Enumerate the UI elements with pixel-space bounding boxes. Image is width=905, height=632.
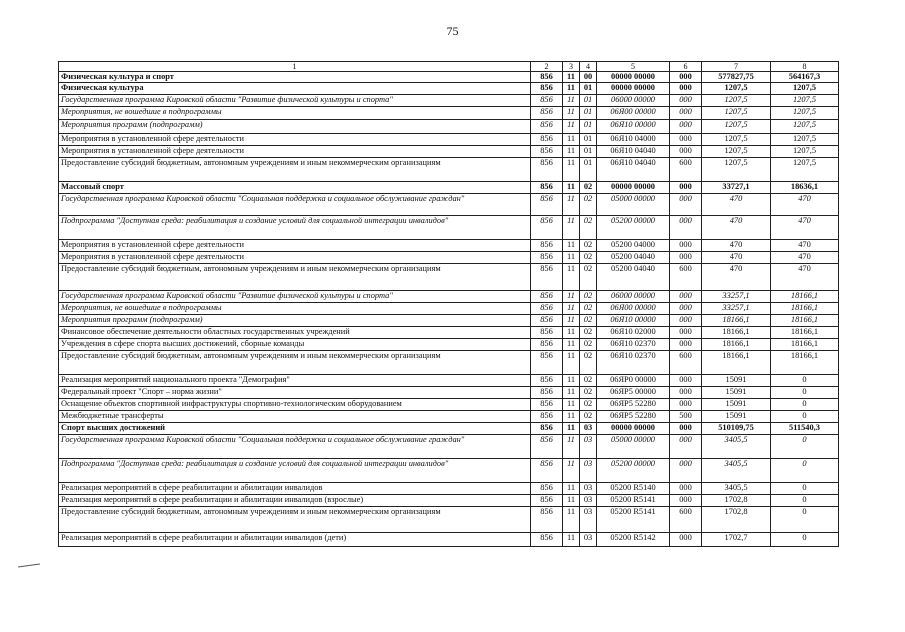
table-row xyxy=(59,157,839,181)
subsection-cell: 03 xyxy=(580,458,597,482)
amount-year1-cell: 3405,5 xyxy=(702,458,771,482)
target-article-cell: 00000 00000 xyxy=(597,422,670,434)
table-row xyxy=(59,434,839,458)
subsection-cell: 03 xyxy=(580,422,597,434)
amount-year2-cell: 0 xyxy=(771,482,839,494)
subsection-cell: 02 xyxy=(580,263,597,290)
table-row xyxy=(59,314,839,326)
grbs-cell: 856 xyxy=(531,532,563,546)
expense-type-cell: 000 xyxy=(670,326,702,338)
subsection-cell: 02 xyxy=(580,410,597,422)
table-row xyxy=(59,290,839,302)
amount-year1-cell: 18166,1 xyxy=(702,326,771,338)
table-row xyxy=(59,326,839,338)
grbs-cell: 856 xyxy=(531,181,563,193)
section-cell: 11 xyxy=(563,326,580,338)
row-name-cell: Оснащение объектов спортивной инфраструктуры спортивно-технологическим оборудованием xyxy=(59,398,531,410)
table-row xyxy=(59,145,839,157)
expense-type-cell: 000 xyxy=(670,374,702,386)
subsection-cell: 02 xyxy=(580,398,597,410)
header-cell: 8 xyxy=(771,62,839,72)
header-cell: 7 xyxy=(702,62,771,72)
amount-year2-cell: 1207,5 xyxy=(771,157,839,181)
amount-year1-cell: 33257,1 xyxy=(702,302,771,314)
section-cell: 11 xyxy=(563,374,580,386)
section-cell: 11 xyxy=(563,398,580,410)
target-article-cell: 06Я10 04040 xyxy=(597,157,670,181)
subsection-cell: 03 xyxy=(580,482,597,494)
row-name-cell: Мероприятия программ (подпрограмм) xyxy=(59,119,531,133)
grbs-cell: 856 xyxy=(531,506,563,532)
table-row xyxy=(59,94,839,106)
subsection-cell: 02 xyxy=(580,386,597,398)
stray-pen-mark xyxy=(18,563,40,567)
row-name-cell: Государственная программа Кировской области "Социальная поддержка и социальное обслуживание граждан" xyxy=(59,193,531,215)
target-article-cell: 05200 R5140 xyxy=(597,482,670,494)
amount-year2-cell: 18166,1 xyxy=(771,326,839,338)
grbs-cell: 856 xyxy=(531,350,563,374)
target-article-cell: 05000 00000 xyxy=(597,434,670,458)
section-cell: 11 xyxy=(563,290,580,302)
row-name-cell: Подпрограмма "Доступная среда: реабилитация и создание условий для социальной интеграции инвалидов" xyxy=(59,458,531,482)
amount-year1-cell: 470 xyxy=(702,215,771,239)
grbs-cell: 856 xyxy=(531,410,563,422)
amount-year1-cell: 1702,8 xyxy=(702,506,771,532)
row-name-cell: Реализация мероприятий в сфере реабилитации и абилитации инвалидов xyxy=(59,482,531,494)
amount-year2-cell: 1207,5 xyxy=(771,83,839,94)
table-row xyxy=(59,83,839,94)
row-name-cell: Мероприятия в установленной сфере деятельности xyxy=(59,133,531,145)
table-row xyxy=(59,482,839,494)
amount-year1-cell: 1207,5 xyxy=(702,106,771,119)
amount-year1-cell: 1207,5 xyxy=(702,133,771,145)
grbs-cell: 856 xyxy=(531,302,563,314)
expense-type-cell: 000 xyxy=(670,145,702,157)
amount-year2-cell: 0 xyxy=(771,374,839,386)
grbs-cell: 856 xyxy=(531,482,563,494)
subsection-cell: 02 xyxy=(580,326,597,338)
subsection-cell: 02 xyxy=(580,215,597,239)
target-article-cell: 06000 00000 xyxy=(597,94,670,106)
amount-year1-cell: 470 xyxy=(702,251,771,263)
row-name-cell: Предоставление субсидий бюджетным, автономным учреждениям и иным некоммерческим организациям xyxy=(59,157,531,181)
amount-year1-cell: 1207,5 xyxy=(702,83,771,94)
target-article-cell: 06Я10 04000 xyxy=(597,133,670,145)
subsection-cell: 01 xyxy=(580,145,597,157)
target-article-cell: 00000 00000 xyxy=(597,181,670,193)
expense-type-cell: 000 xyxy=(670,193,702,215)
table-row xyxy=(59,106,839,119)
amount-year2-cell: 18166,1 xyxy=(771,290,839,302)
amount-year1-cell: 1207,5 xyxy=(702,94,771,106)
target-article-cell: 05200 00000 xyxy=(597,215,670,239)
target-article-cell: 05200 04040 xyxy=(597,263,670,290)
row-name-cell: Реализация мероприятий национального проекта "Демография" xyxy=(59,374,531,386)
subsection-cell: 02 xyxy=(580,374,597,386)
subsection-cell: 02 xyxy=(580,350,597,374)
expense-type-cell: 000 xyxy=(670,181,702,193)
section-cell: 11 xyxy=(563,72,580,83)
table-row xyxy=(59,386,839,398)
expense-type-cell: 000 xyxy=(670,119,702,133)
target-article-cell: 05200 00000 xyxy=(597,458,670,482)
grbs-cell: 856 xyxy=(531,374,563,386)
grbs-cell: 856 xyxy=(531,314,563,326)
section-cell: 11 xyxy=(563,338,580,350)
section-cell: 11 xyxy=(563,251,580,263)
row-name-cell: Государственная программа Кировской области "Развитие физической культуры и спорта" xyxy=(59,290,531,302)
subsection-cell: 02 xyxy=(580,193,597,215)
section-cell: 11 xyxy=(563,83,580,94)
expense-type-cell: 000 xyxy=(670,314,702,326)
amount-year1-cell: 18166,1 xyxy=(702,338,771,350)
target-article-cell: 06Я10 02000 xyxy=(597,326,670,338)
grbs-cell: 856 xyxy=(531,422,563,434)
amount-year2-cell: 470 xyxy=(771,251,839,263)
expense-type-cell: 000 xyxy=(670,458,702,482)
table-row xyxy=(59,422,839,434)
header-cell: 6 xyxy=(670,62,702,72)
grbs-cell: 856 xyxy=(531,434,563,458)
amount-year2-cell: 0 xyxy=(771,458,839,482)
expense-type-cell: 600 xyxy=(670,506,702,532)
grbs-cell: 856 xyxy=(531,398,563,410)
target-article-cell: 05200 04000 xyxy=(597,239,670,251)
row-name-cell: Государственная программа Кировской области "Развитие физической культуры и спорта" xyxy=(59,94,531,106)
target-article-cell: 05200 04040 xyxy=(597,251,670,263)
header-cell: 2 xyxy=(531,62,563,72)
amount-year2-cell: 0 xyxy=(771,386,839,398)
target-article-cell: 06Я10 00000 xyxy=(597,119,670,133)
amount-year1-cell: 1207,5 xyxy=(702,145,771,157)
amount-year2-cell: 0 xyxy=(771,506,839,532)
amount-year1-cell: 33257,1 xyxy=(702,290,771,302)
amount-year1-cell: 15091 xyxy=(702,410,771,422)
subsection-cell: 01 xyxy=(580,83,597,94)
amount-year1-cell: 33727,1 xyxy=(702,181,771,193)
expense-type-cell: 000 xyxy=(670,290,702,302)
subsection-cell: 00 xyxy=(580,72,597,83)
row-name-cell: Предоставление субсидий бюджетным, автономным учреждениям и иным некоммерческим организациям xyxy=(59,350,531,374)
amount-year1-cell: 470 xyxy=(702,239,771,251)
row-name-cell: Мероприятия программ (подпрограмм) xyxy=(59,314,531,326)
row-name-cell: Межбюджетные трансферты xyxy=(59,410,531,422)
expense-type-cell: 000 xyxy=(670,83,702,94)
expense-type-cell: 000 xyxy=(670,302,702,314)
amount-year2-cell: 0 xyxy=(771,532,839,546)
target-article-cell: 05200 R5141 xyxy=(597,506,670,532)
grbs-cell: 856 xyxy=(531,133,563,145)
amount-year2-cell: 18166,1 xyxy=(771,338,839,350)
table-row xyxy=(59,338,839,350)
subsection-cell: 01 xyxy=(580,133,597,145)
table-row xyxy=(59,181,839,193)
amount-year2-cell: 511540,3 xyxy=(771,422,839,434)
expense-type-cell: 000 xyxy=(670,434,702,458)
row-name-cell: Подпрограмма "Доступная среда: реабилитация и создание условий для социальной интеграции инвалидов" xyxy=(59,215,531,239)
subsection-cell: 02 xyxy=(580,181,597,193)
amount-year1-cell: 15091 xyxy=(702,386,771,398)
subsection-cell: 01 xyxy=(580,94,597,106)
row-name-cell: Предоставление субсидий бюджетным, автономным учреждениям и иным некоммерческим организациям xyxy=(59,506,531,532)
grbs-cell: 856 xyxy=(531,458,563,482)
section-cell: 11 xyxy=(563,506,580,532)
grbs-cell: 856 xyxy=(531,83,563,94)
row-name-cell: Спорт высших достижений xyxy=(59,422,531,434)
table-row xyxy=(59,133,839,145)
target-article-cell: 06Я10 02370 xyxy=(597,350,670,374)
target-article-cell: 06ЯР0 00000 xyxy=(597,374,670,386)
grbs-cell: 856 xyxy=(531,326,563,338)
grbs-cell: 856 xyxy=(531,215,563,239)
section-cell: 11 xyxy=(563,181,580,193)
amount-year1-cell: 15091 xyxy=(702,398,771,410)
section-cell: 11 xyxy=(563,482,580,494)
amount-year2-cell: 18166,1 xyxy=(771,314,839,326)
grbs-cell: 856 xyxy=(531,239,563,251)
subsection-cell: 01 xyxy=(580,106,597,119)
section-cell: 11 xyxy=(563,239,580,251)
table-row xyxy=(59,458,839,482)
section-cell: 11 xyxy=(563,119,580,133)
grbs-cell: 856 xyxy=(531,386,563,398)
row-name-cell: Мероприятия в установленной сфере деятельности xyxy=(59,239,531,251)
grbs-cell: 856 xyxy=(531,193,563,215)
table-row xyxy=(59,398,839,410)
target-article-cell: 06Я00 00000 xyxy=(597,106,670,119)
row-name-cell: Физическая культура и спорт xyxy=(59,72,531,83)
expense-type-cell: 000 xyxy=(670,422,702,434)
subsection-cell: 02 xyxy=(580,251,597,263)
target-article-cell: 06Я10 00000 xyxy=(597,314,670,326)
section-cell: 11 xyxy=(563,106,580,119)
amount-year2-cell: 18166,1 xyxy=(771,350,839,374)
row-name-cell: Реализация мероприятий в сфере реабилитации и абилитации инвалидов (дети) xyxy=(59,532,531,546)
table-row xyxy=(59,72,839,83)
expense-type-cell: 000 xyxy=(670,386,702,398)
row-name-cell: Мероприятия, не вошедшие в подпрограммы xyxy=(59,106,531,119)
row-name-cell: Мероприятия в установленной сфере деятельности xyxy=(59,251,531,263)
row-name-cell: Мероприятия в установленной сфере деятельности xyxy=(59,145,531,157)
table-row xyxy=(59,532,839,546)
subsection-cell: 01 xyxy=(580,119,597,133)
amount-year2-cell: 0 xyxy=(771,434,839,458)
section-cell: 11 xyxy=(563,193,580,215)
header-cell: 4 xyxy=(580,62,597,72)
table-row xyxy=(59,350,839,374)
amount-year2-cell: 1207,5 xyxy=(771,145,839,157)
target-article-cell: 06ЯР5 52280 xyxy=(597,410,670,422)
section-cell: 11 xyxy=(563,314,580,326)
target-article-cell: 06ЯР5 52280 xyxy=(597,398,670,410)
target-article-cell: 06ЯР5 00000 xyxy=(597,386,670,398)
subsection-cell: 03 xyxy=(580,494,597,506)
section-cell: 11 xyxy=(563,94,580,106)
amount-year1-cell: 18166,1 xyxy=(702,350,771,374)
section-cell: 11 xyxy=(563,494,580,506)
header-cell: 5 xyxy=(597,62,670,72)
section-cell: 11 xyxy=(563,263,580,290)
subsection-cell: 02 xyxy=(580,314,597,326)
row-name-cell: Мероприятия, не вошедшие в подпрограммы xyxy=(59,302,531,314)
expense-type-cell: 500 xyxy=(670,410,702,422)
expense-type-cell: 000 xyxy=(670,482,702,494)
amount-year1-cell: 470 xyxy=(702,193,771,215)
amount-year2-cell: 1207,5 xyxy=(771,133,839,145)
expense-type-cell: 600 xyxy=(670,157,702,181)
header-cell: 3 xyxy=(563,62,580,72)
amount-year2-cell: 18636,1 xyxy=(771,181,839,193)
expense-type-cell: 000 xyxy=(670,251,702,263)
amount-year2-cell: 0 xyxy=(771,410,839,422)
row-name-cell: Учреждения в сфере спорта высших достижений, сборные команды xyxy=(59,338,531,350)
section-cell: 11 xyxy=(563,145,580,157)
grbs-cell: 856 xyxy=(531,338,563,350)
amount-year1-cell: 1207,5 xyxy=(702,157,771,181)
header-row xyxy=(59,62,839,72)
table-row xyxy=(59,494,839,506)
amount-year2-cell: 470 xyxy=(771,193,839,215)
amount-year2-cell: 0 xyxy=(771,398,839,410)
grbs-cell: 856 xyxy=(531,251,563,263)
table-row xyxy=(59,239,839,251)
expense-type-cell: 000 xyxy=(670,215,702,239)
amount-year2-cell: 18166,1 xyxy=(771,302,839,314)
grbs-cell: 856 xyxy=(531,72,563,83)
section-cell: 11 xyxy=(563,532,580,546)
target-article-cell: 00000 00000 xyxy=(597,72,670,83)
amount-year1-cell: 577827,75 xyxy=(702,72,771,83)
section-cell: 11 xyxy=(563,434,580,458)
page-number: 75 xyxy=(446,24,459,38)
header-cell: 1 xyxy=(59,62,531,72)
amount-year2-cell: 1207,5 xyxy=(771,119,839,133)
subsection-cell: 02 xyxy=(580,239,597,251)
grbs-cell: 856 xyxy=(531,494,563,506)
subsection-cell: 03 xyxy=(580,434,597,458)
expense-type-cell: 000 xyxy=(670,494,702,506)
expense-type-cell: 600 xyxy=(670,350,702,374)
section-cell: 11 xyxy=(563,302,580,314)
target-article-cell: 06Я00 00000 xyxy=(597,302,670,314)
expense-type-cell: 000 xyxy=(670,94,702,106)
section-cell: 11 xyxy=(563,410,580,422)
target-article-cell: 00000 00000 xyxy=(597,83,670,94)
expense-type-cell: 000 xyxy=(670,133,702,145)
row-name-cell: Массовый спорт xyxy=(59,181,531,193)
row-name-cell: Федеральный проект "Спорт – норма жизни" xyxy=(59,386,531,398)
target-article-cell: 06Я10 02370 xyxy=(597,338,670,350)
table-row xyxy=(59,193,839,215)
grbs-cell: 856 xyxy=(531,106,563,119)
grbs-cell: 856 xyxy=(531,263,563,290)
expense-type-cell: 600 xyxy=(670,263,702,290)
grbs-cell: 856 xyxy=(531,94,563,106)
table-row xyxy=(59,119,839,133)
section-cell: 11 xyxy=(563,157,580,181)
amount-year1-cell: 3405,5 xyxy=(702,482,771,494)
grbs-cell: 856 xyxy=(531,119,563,133)
amount-year1-cell: 1702,8 xyxy=(702,494,771,506)
table-row xyxy=(59,506,839,532)
amount-year1-cell: 3405,5 xyxy=(702,434,771,458)
amount-year2-cell: 1207,5 xyxy=(771,94,839,106)
amount-year2-cell: 1207,5 xyxy=(771,106,839,119)
subsection-cell: 02 xyxy=(580,290,597,302)
table-row xyxy=(59,251,839,263)
amount-year1-cell: 510109,75 xyxy=(702,422,771,434)
table-row xyxy=(59,410,839,422)
amount-year1-cell: 18166,1 xyxy=(702,314,771,326)
amount-year2-cell: 564167,3 xyxy=(771,72,839,83)
table-row xyxy=(59,263,839,290)
expense-type-cell: 000 xyxy=(670,106,702,119)
amount-year1-cell: 470 xyxy=(702,263,771,290)
amount-year2-cell: 470 xyxy=(771,263,839,290)
table-row xyxy=(59,374,839,386)
subsection-cell: 02 xyxy=(580,338,597,350)
amount-year1-cell: 15091 xyxy=(702,374,771,386)
table-row xyxy=(59,215,839,239)
expense-type-cell: 000 xyxy=(670,239,702,251)
amount-year2-cell: 470 xyxy=(771,215,839,239)
section-cell: 11 xyxy=(563,133,580,145)
row-name-cell: Финансовое обеспечение деятельности областных государственных учреждений xyxy=(59,326,531,338)
amount-year2-cell: 0 xyxy=(771,494,839,506)
section-cell: 11 xyxy=(563,386,580,398)
expense-type-cell: 000 xyxy=(670,72,702,83)
amount-year1-cell: 1207,5 xyxy=(702,119,771,133)
section-cell: 11 xyxy=(563,350,580,374)
target-article-cell: 05200 R5142 xyxy=(597,532,670,546)
row-name-cell: Физическая культура xyxy=(59,83,531,94)
subsection-cell: 03 xyxy=(580,532,597,546)
section-cell: 11 xyxy=(563,458,580,482)
grbs-cell: 856 xyxy=(531,290,563,302)
amount-year2-cell: 470 xyxy=(771,239,839,251)
expense-type-cell: 000 xyxy=(670,532,702,546)
row-name-cell: Реализация мероприятий в сфере реабилитации и абилитации инвалидов (взрослые) xyxy=(59,494,531,506)
subsection-cell: 03 xyxy=(580,506,597,532)
table-row xyxy=(59,302,839,314)
subsection-cell: 01 xyxy=(580,157,597,181)
expense-type-cell: 000 xyxy=(670,398,702,410)
target-article-cell: 05000 00000 xyxy=(597,193,670,215)
expense-type-cell: 000 xyxy=(670,338,702,350)
row-name-cell: Государственная программа Кировской области "Социальная поддержка и социальное обслуживание граждан" xyxy=(59,434,531,458)
grbs-cell: 856 xyxy=(531,157,563,181)
amount-year1-cell: 1702,7 xyxy=(702,532,771,546)
section-cell: 11 xyxy=(563,215,580,239)
target-article-cell: 06000 00000 xyxy=(597,290,670,302)
target-article-cell: 06Я10 04040 xyxy=(597,145,670,157)
budget-table xyxy=(58,61,839,547)
target-article-cell: 05200 R5141 xyxy=(597,494,670,506)
subsection-cell: 02 xyxy=(580,302,597,314)
grbs-cell: 856 xyxy=(531,145,563,157)
row-name-cell: Предоставление субсидий бюджетным, автономным учреждениям и иным некоммерческим организациям xyxy=(59,263,531,290)
section-cell: 11 xyxy=(563,422,580,434)
